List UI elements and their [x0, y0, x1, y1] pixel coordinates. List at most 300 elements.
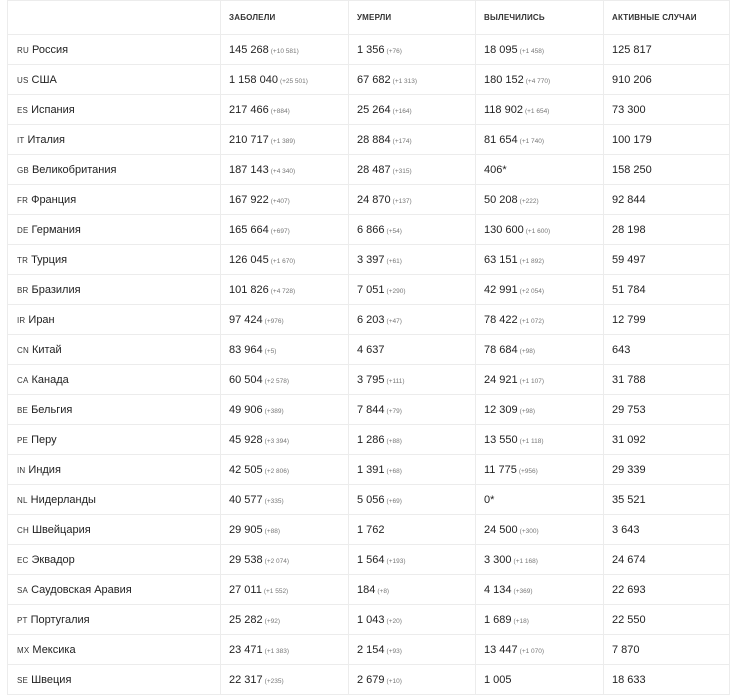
cases-cell: [221, 125, 349, 155]
active-value: 7 870: [612, 643, 640, 656]
country-code: EC: [17, 555, 29, 565]
country-name: Швейцария: [31, 523, 91, 536]
active-cell: [604, 65, 730, 95]
cases-value: 97 424: [229, 313, 263, 326]
table-row: [8, 395, 730, 425]
deaths-cell: [349, 335, 476, 365]
active-value: 31 092: [612, 433, 646, 446]
country-cell: [8, 95, 221, 125]
table-row: [8, 65, 730, 95]
country-name: Италия: [27, 133, 65, 146]
country-code: RU: [17, 45, 29, 55]
country-cell: [8, 455, 221, 485]
cases-cell: [221, 395, 349, 425]
cases-value: 49 906: [229, 403, 263, 416]
table-header: [8, 1, 730, 35]
deaths-cell: [349, 95, 476, 125]
active-value: 3 643: [612, 523, 640, 536]
cases-value: 165 664: [229, 223, 269, 236]
country-cell: [8, 545, 221, 575]
deaths-delta: (+174): [392, 137, 412, 145]
active-cell: [604, 95, 730, 125]
country-cell: [8, 185, 221, 215]
country-code: TR: [17, 255, 29, 265]
deaths-value: 2 679: [357, 673, 385, 686]
deaths-cell: [349, 515, 476, 545]
country-code: DE: [17, 225, 29, 235]
deaths-cell: [349, 155, 476, 185]
deaths-delta: (+88): [386, 437, 402, 445]
recovered-cell: [476, 545, 604, 575]
country-name: Эквадор: [31, 553, 75, 566]
country-cell: [8, 155, 221, 185]
deaths-value: 28 487: [357, 163, 391, 176]
recovered-value: 24 500: [484, 523, 518, 536]
country-code: MX: [17, 645, 30, 655]
recovered-value: 4 134: [484, 583, 512, 596]
active-cell: [604, 155, 730, 185]
deaths-value: 1 564: [357, 553, 385, 566]
cases-cell: [221, 575, 349, 605]
country-code: IN: [17, 465, 26, 475]
active-value: 35 521: [612, 493, 646, 506]
cases-delta: (+10 581): [270, 47, 299, 55]
deaths-delta: (+137): [392, 197, 412, 205]
recovered-delta: (+956): [518, 467, 538, 475]
recovered-cell: [476, 515, 604, 545]
cases-cell: [221, 365, 349, 395]
country-cell: [8, 605, 221, 635]
recovered-delta: (+222): [519, 197, 539, 205]
cases-value: 187 143: [229, 163, 269, 176]
recovered-value: 42 991: [484, 283, 518, 296]
country-name: Франция: [31, 193, 77, 206]
recovered-value: 180 152: [484, 73, 524, 86]
cases-cell: [221, 605, 349, 635]
deaths-delta: (+315): [392, 167, 412, 175]
stats-table-container: [7, 0, 729, 695]
recovered-delta: (+369): [513, 587, 533, 595]
cases-delta: (+2 578): [264, 377, 290, 385]
country-cell: [8, 575, 221, 605]
country-cell: [8, 215, 221, 245]
cases-cell: [221, 335, 349, 365]
deaths-value: 1 391: [357, 463, 385, 476]
deaths-cell: [349, 635, 476, 665]
active-cell: [604, 545, 730, 575]
table-row: [8, 665, 730, 695]
active-value: 18 633: [612, 673, 646, 686]
deaths-value: 28 884: [357, 133, 391, 146]
deaths-delta: (+20): [386, 617, 402, 625]
cases-value: 29 905: [229, 523, 263, 536]
deaths-delta: (+164): [392, 107, 412, 115]
table-row: [8, 605, 730, 635]
cases-delta: (+335): [264, 497, 284, 505]
recovered-cell: [476, 455, 604, 485]
deaths-delta: (+8): [377, 587, 390, 595]
recovered-delta: (+4 770): [525, 77, 551, 85]
active-value: 29 753: [612, 403, 646, 416]
active-cell: [604, 425, 730, 455]
cases-delta: (+1 670): [270, 257, 296, 265]
table-row: [8, 485, 730, 515]
table-row: [8, 425, 730, 455]
active-value: 92 844: [612, 193, 646, 206]
country-name: Португалия: [30, 613, 90, 626]
active-cell: [604, 575, 730, 605]
active-value: 51 784: [612, 283, 646, 296]
deaths-delta: (+1 313): [392, 77, 418, 85]
deaths-cell: [349, 365, 476, 395]
deaths-value: 1 043: [357, 613, 385, 626]
cases-cell: [221, 485, 349, 515]
recovered-cell: [476, 275, 604, 305]
active-cell: [604, 455, 730, 485]
recovered-value: 406*: [484, 163, 507, 176]
deaths-delta: (+111): [386, 377, 405, 385]
cases-cell: [221, 215, 349, 245]
recovered-cell: [476, 215, 604, 245]
recovered-value: 13 550: [484, 433, 518, 446]
deaths-cell: [349, 185, 476, 215]
country-cell: [8, 275, 221, 305]
recovered-value: 12 309: [484, 403, 518, 416]
deaths-cell: [349, 485, 476, 515]
country-name: Мексика: [32, 643, 76, 656]
recovered-value: 1 005: [484, 673, 512, 686]
table-row: [8, 275, 730, 305]
country-name: Саудовская Аравия: [31, 583, 132, 596]
recovered-value: 78 422: [484, 313, 518, 326]
cases-delta: (+389): [264, 407, 284, 415]
country-name: Перу: [31, 433, 57, 446]
cases-delta: (+3 394): [264, 437, 290, 445]
cases-delta: (+1 383): [264, 647, 290, 655]
cases-delta: (+88): [264, 527, 281, 535]
deaths-delta: (+61): [386, 257, 402, 265]
deaths-delta: (+93): [386, 647, 402, 655]
active-cell: [604, 365, 730, 395]
header-deaths[interactable]: УМЕРЛИ: [349, 1, 476, 35]
deaths-delta: (+290): [386, 287, 406, 295]
country-code: BE: [17, 405, 29, 415]
active-cell: [604, 35, 730, 65]
country-name: Россия: [31, 43, 69, 56]
country-cell: [8, 245, 221, 275]
country-cell: [8, 365, 221, 395]
deaths-cell: [349, 65, 476, 95]
deaths-value: 67 682: [357, 73, 391, 86]
country-cell: [8, 335, 221, 365]
deaths-value: 24 870: [357, 193, 391, 206]
recovered-delta: (+98): [519, 407, 536, 415]
cases-delta: (+235): [264, 677, 284, 685]
country-cell: [8, 515, 221, 545]
active-value: 643: [612, 343, 631, 356]
recovered-delta: (+1 168): [513, 557, 538, 565]
cases-delta: (+884): [270, 107, 290, 115]
country-name: Индия: [28, 463, 61, 476]
country-name: США: [31, 73, 57, 86]
cases-cell: [221, 155, 349, 185]
deaths-cell: [349, 395, 476, 425]
cases-cell: [221, 665, 349, 695]
table-row: [8, 305, 730, 335]
deaths-value: 5 056: [357, 493, 385, 506]
active-value: 29 339: [612, 463, 646, 476]
deaths-value: 2 154: [357, 643, 385, 656]
cases-value: 83 964: [229, 343, 263, 356]
country-name: Бразилия: [31, 283, 81, 296]
deaths-value: 6 203: [357, 313, 385, 326]
deaths-value: 3 795: [357, 373, 385, 386]
country-code: BR: [17, 285, 29, 295]
cases-delta: (+407): [270, 197, 290, 205]
cases-value: 1 158 040: [229, 73, 278, 86]
recovered-delta: (+1 892): [519, 257, 545, 265]
country-code: IR: [17, 315, 26, 325]
recovered-value: 3 300: [484, 553, 512, 566]
deaths-delta: (+47): [386, 317, 402, 325]
cases-cell: [221, 425, 349, 455]
cases-cell: [221, 275, 349, 305]
header-country: [8, 1, 221, 35]
country-code: FR: [17, 195, 29, 205]
deaths-value: 1 762: [357, 523, 385, 536]
active-value: 100 179: [612, 133, 652, 146]
country-code: US: [17, 75, 29, 85]
deaths-delta: (+79): [386, 407, 402, 415]
table-row: [8, 185, 730, 215]
recovered-delta: (+1 118): [519, 437, 544, 445]
country-code: CA: [17, 375, 29, 385]
deaths-cell: [349, 275, 476, 305]
active-cell: [604, 395, 730, 425]
recovered-value: 18 095: [484, 43, 518, 56]
active-cell: [604, 605, 730, 635]
cases-value: 60 504: [229, 373, 263, 386]
deaths-delta: (+10): [386, 677, 402, 685]
country-name: Китай: [31, 343, 62, 356]
table-row: [8, 125, 730, 155]
deaths-delta: (+54): [386, 227, 402, 235]
recovered-value: 118 902: [484, 103, 523, 116]
cases-delta: (+4 728): [270, 287, 296, 295]
country-cell: [8, 665, 221, 695]
active-value: 59 497: [612, 253, 646, 266]
recovered-value: 130 600: [484, 223, 524, 236]
country-code: ES: [17, 105, 29, 115]
deaths-cell: [349, 305, 476, 335]
deaths-delta: (+69): [386, 497, 402, 505]
country-cell: [8, 305, 221, 335]
cases-cell: [221, 545, 349, 575]
country-code: PT: [17, 615, 28, 625]
deaths-value: 1 356: [357, 43, 385, 56]
cases-value: 45 928: [229, 433, 263, 446]
table-row: [8, 215, 730, 245]
recovered-value: 81 654: [484, 133, 518, 146]
recovered-cell: [476, 245, 604, 275]
recovered-delta: (+1 107): [519, 377, 545, 385]
recovered-cell: [476, 185, 604, 215]
deaths-value: 184: [357, 583, 376, 596]
cases-delta: (+1 552): [263, 587, 289, 595]
active-value: 73 300: [612, 103, 646, 116]
country-code: SA: [17, 585, 29, 595]
recovered-delta: (+300): [519, 527, 539, 535]
table-row: [8, 245, 730, 275]
table-body: [8, 35, 730, 695]
cases-cell: [221, 185, 349, 215]
active-cell: [604, 125, 730, 155]
country-name: Швеция: [31, 673, 72, 686]
active-cell: [604, 335, 730, 365]
cases-delta: (+1 389): [270, 137, 296, 145]
country-cell: [8, 65, 221, 95]
cases-value: 42 505: [229, 463, 263, 476]
country-name: Иран: [28, 313, 55, 326]
table-row: [8, 545, 730, 575]
recovered-value: 63 151: [484, 253, 518, 266]
cases-value: 217 466: [229, 103, 269, 116]
deaths-cell: [349, 545, 476, 575]
cases-cell: [221, 95, 349, 125]
recovered-value: 24 921: [484, 373, 518, 386]
country-name: Испания: [31, 103, 75, 116]
cases-delta: (+2 806): [264, 467, 290, 475]
table-row: [8, 35, 730, 65]
deaths-cell: [349, 665, 476, 695]
recovered-delta: (+1 070): [519, 647, 545, 655]
deaths-cell: [349, 125, 476, 155]
country-name: Германия: [31, 223, 81, 236]
recovered-delta: (+1 740): [519, 137, 545, 145]
deaths-delta: (+68): [386, 467, 402, 475]
country-code: IT: [17, 135, 25, 145]
recovered-delta: (+18): [513, 617, 529, 625]
cases-cell: [221, 305, 349, 335]
cases-value: 210 717: [229, 133, 269, 146]
header-recovered[interactable]: ВЫЛЕЧИЛИСЬ: [476, 1, 604, 35]
table-row: [8, 95, 730, 125]
cases-value: 27 011: [229, 583, 262, 596]
cases-delta: (+697): [270, 227, 290, 235]
deaths-cell: [349, 455, 476, 485]
header-cases[interactable]: ЗАБОЛЕЛИ: [221, 1, 349, 35]
table-row: [8, 635, 730, 665]
deaths-cell: [349, 605, 476, 635]
recovered-cell: [476, 155, 604, 185]
active-value: 31 788: [612, 373, 646, 386]
recovered-delta: (+1 458): [519, 47, 545, 55]
recovered-value: 50 208: [484, 193, 518, 206]
recovered-cell: [476, 395, 604, 425]
cases-delta: (+4 340): [270, 167, 296, 175]
deaths-value: 7 844: [357, 403, 385, 416]
table-row: [8, 455, 730, 485]
active-cell: [604, 635, 730, 665]
cases-cell: [221, 245, 349, 275]
active-value: 158 250: [612, 163, 652, 176]
deaths-value: 6 866: [357, 223, 385, 236]
cases-value: 101 826: [229, 283, 269, 296]
country-cell: [8, 425, 221, 455]
covid-stats-table: [7, 0, 730, 695]
cases-value: 22 317: [229, 673, 263, 686]
deaths-delta: (+193): [386, 557, 406, 565]
deaths-cell: [349, 35, 476, 65]
cases-cell: [221, 65, 349, 95]
cases-delta: (+976): [264, 317, 284, 325]
cases-cell: [221, 35, 349, 65]
cases-value: 23 471: [229, 643, 263, 656]
cases-value: 40 577: [229, 493, 263, 506]
country-code: PE: [17, 435, 29, 445]
cases-cell: [221, 515, 349, 545]
deaths-value: 4 637: [357, 343, 385, 356]
header-row: [8, 1, 730, 35]
country-name: Канада: [31, 373, 69, 386]
table-row: [8, 335, 730, 365]
deaths-value: 3 397: [357, 253, 385, 266]
table-row: [8, 515, 730, 545]
header-active[interactable]: АКТИВНЫЕ СЛУЧАИ: [604, 1, 730, 35]
recovered-cell: [476, 485, 604, 515]
country-code: CH: [17, 525, 29, 535]
active-value: 22 550: [612, 613, 646, 626]
country-code: GB: [17, 165, 29, 175]
active-value: 22 693: [612, 583, 646, 596]
country-cell: [8, 125, 221, 155]
active-value: 12 799: [612, 313, 646, 326]
table-row: [8, 575, 730, 605]
country-cell: [8, 395, 221, 425]
recovered-cell: [476, 125, 604, 155]
recovered-delta: (+98): [519, 347, 536, 355]
active-cell: [604, 215, 730, 245]
cases-delta: (+2 074): [264, 557, 290, 565]
deaths-cell: [349, 575, 476, 605]
recovered-delta: (+1 072): [519, 317, 545, 325]
cases-value: 145 268: [229, 43, 269, 56]
cases-delta: (+92): [264, 617, 281, 625]
active-value: 24 674: [612, 553, 646, 566]
deaths-cell: [349, 215, 476, 245]
cases-cell: [221, 635, 349, 665]
recovered-cell: [476, 65, 604, 95]
active-value: 28 198: [612, 223, 646, 236]
table-row: [8, 365, 730, 395]
cases-value: 29 538: [229, 553, 263, 566]
deaths-cell: [349, 425, 476, 455]
active-value: 125 817: [612, 43, 652, 56]
recovered-cell: [476, 575, 604, 605]
cases-value: 25 282: [229, 613, 263, 626]
active-cell: [604, 305, 730, 335]
recovered-cell: [476, 605, 604, 635]
recovered-delta: (+2 054): [519, 287, 545, 295]
cases-value: 167 922: [229, 193, 269, 206]
country-cell: [8, 35, 221, 65]
country-cell: [8, 485, 221, 515]
cases-cell: [221, 455, 349, 485]
recovered-cell: [476, 425, 604, 455]
active-cell: [604, 185, 730, 215]
recovered-cell: [476, 665, 604, 695]
recovered-cell: [476, 95, 604, 125]
